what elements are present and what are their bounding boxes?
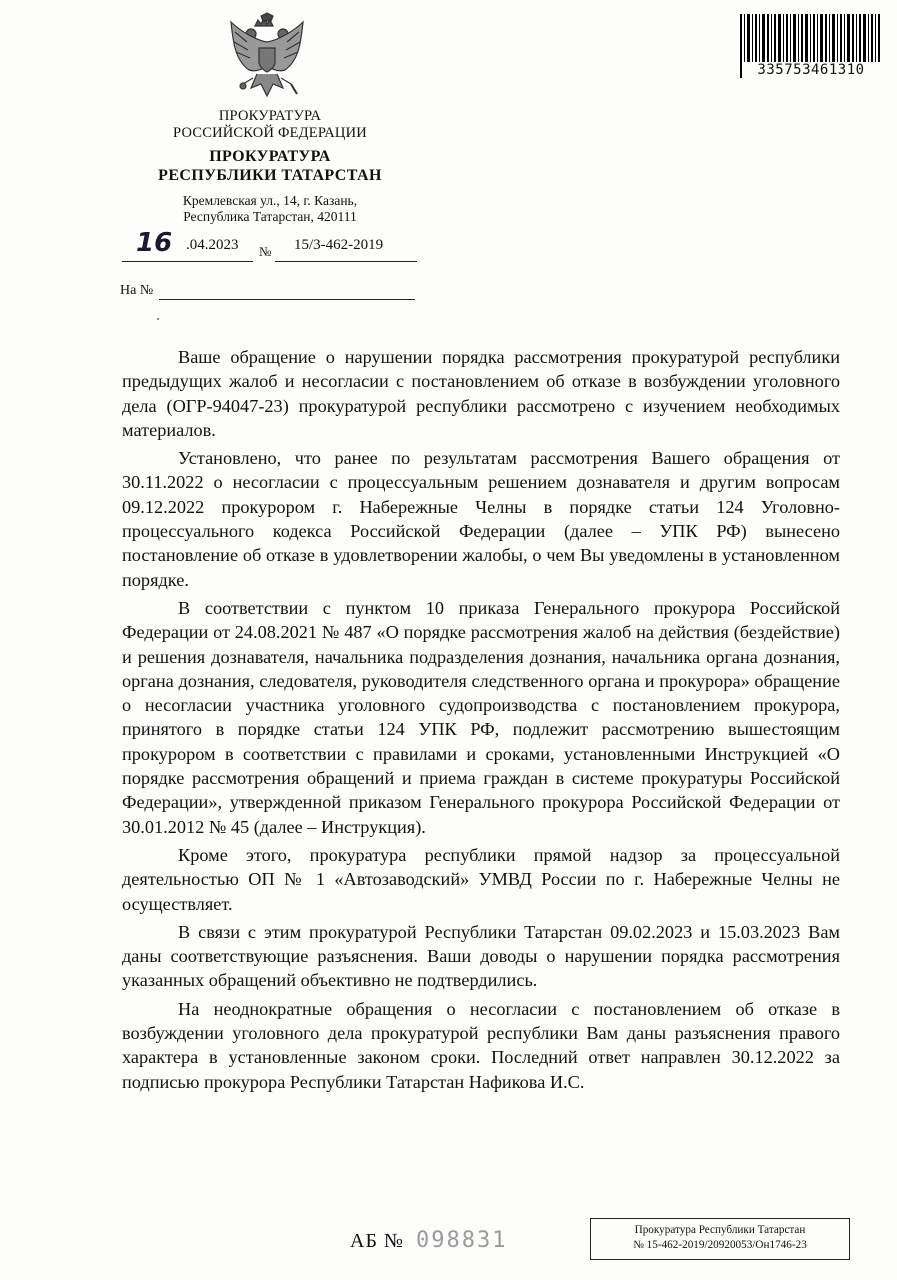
reply-to-label: На № <box>120 283 154 298</box>
body-paragraph: Кроме этого, прокуратура республики прямой надзор за процессуальной деятельностью ОП № 1 «Автозаводский» УМВД России по г. Набережные Челны не осуществляет. <box>122 844 840 914</box>
org-name-line: РЕСПУБЛИКИ ТАТАРСТАН <box>158 167 382 184</box>
address-line: Кремлевская ул., 14, г. Казань, <box>182 193 358 208</box>
registration-org: Прокуратура Республики Татарстан <box>634 1224 806 1236</box>
body-paragraph: Ваше обращение о нарушении порядка рассмотрения прокуратурой республики предыдущих жалоб и несогласии с постановлением об отказе в возбуждении уголовного дела (ОГР-94047-23) прокуратурой республики рассмотрено с изучением необходимых материалов. <box>122 347 840 440</box>
reply-to-row <box>120 283 420 303</box>
address-line: Республика Татарстан, 420111 <box>183 209 357 224</box>
org-address <box>130 193 410 225</box>
number-underline <box>275 261 417 262</box>
form-serial <box>350 1228 508 1253</box>
form-serial-number: 098831 <box>416 1228 508 1253</box>
body-paragraph: Установлено, что ранее по результатам рассмотрения Вашего обращения от 30.11.2022 о несогласии с процессуальным решением дознавателя и другим вопросам 09.12.2022 прокурором г. Набережные Челны в порядке статьи 124 Уголовно-процессуального кодекса Российской Федерации (далее – УПК РФ) вынесено постановление об отказе в удовлетворении жалобы, о чем Вы уведомлены в установленном порядке. <box>122 448 840 590</box>
outgoing-number: 15/3-462-2019 <box>294 237 384 253</box>
org-parent-line: ПРОКУРАТУРА <box>218 108 322 124</box>
org-parent-line: РОССИЙСКОЙ ФЕДЕРАЦИИ <box>173 125 367 141</box>
coat-of-arms-emblem <box>225 12 309 108</box>
reply-to-underline <box>159 299 415 300</box>
form-serial-label: АБ № <box>350 1230 405 1252</box>
date-number-row <box>122 228 422 264</box>
handwritten-day: 16 <box>136 228 173 258</box>
barcode-digits: 335753461310 <box>742 62 880 78</box>
org-name-line: ПРОКУРАТУРА <box>209 148 331 165</box>
printed-date: .04.2023 <box>186 237 239 253</box>
scan-dot <box>157 318 159 320</box>
letter-body <box>122 345 840 1094</box>
org-name <box>120 147 420 185</box>
body-paragraph: В соответствии с пунктом 10 приказа Генерального прокурора Российской Федерации от 24.08.2021 № 487 «О порядке рассмотрения жалоб на действия (бездействие) и решения дознавателя, начальника подразделения дознания, начальника органа дознания, органа дознания, следователя, руководителя следственного органа и прокурора» обращение о несогласии участника уголовного судопроизводства с постановлением прокурора, принятого в порядке статьи 124 УПК РФ, подлежит рассмотрению вышестоящим прокурором в соответствии с правилами и сроками, установленными Инструкцией «О порядке рассмотрения обращений и приема граждан в системе прокуратуры Российской Федерации», утвержденной приказом Генерального прокурора Российской Федерации от 30.01.2012 № 45 (далее – Инструкция). <box>122 597 840 837</box>
body-paragraph: На неоднократные обращения о несогласии с постановлением об отказе в возбуждении уголовного дела прокуратурой республики Вам даны разъяснения правого характера в установленные законом сроки. Последний ответ направлен 30.12.2022 за подписью прокурора Республики Татарстан Нафикова И.С. <box>122 998 840 1092</box>
date-underline <box>122 261 253 262</box>
org-parent-name <box>130 108 410 142</box>
registration-number: № 15-462-2019/20920053/Он1746-23 <box>633 1239 807 1251</box>
number-sign: № <box>259 244 272 259</box>
body-paragraph: В связи с этим прокуратурой Республики Татарстан 09.02.2023 и 15.03.2023 Вам даны соответствующие разъяснения. Ваши доводы о нарушении порядка рассмотрения указанных обращений объективно не подтвердились. <box>122 921 840 991</box>
registration-stamp <box>590 1218 850 1260</box>
